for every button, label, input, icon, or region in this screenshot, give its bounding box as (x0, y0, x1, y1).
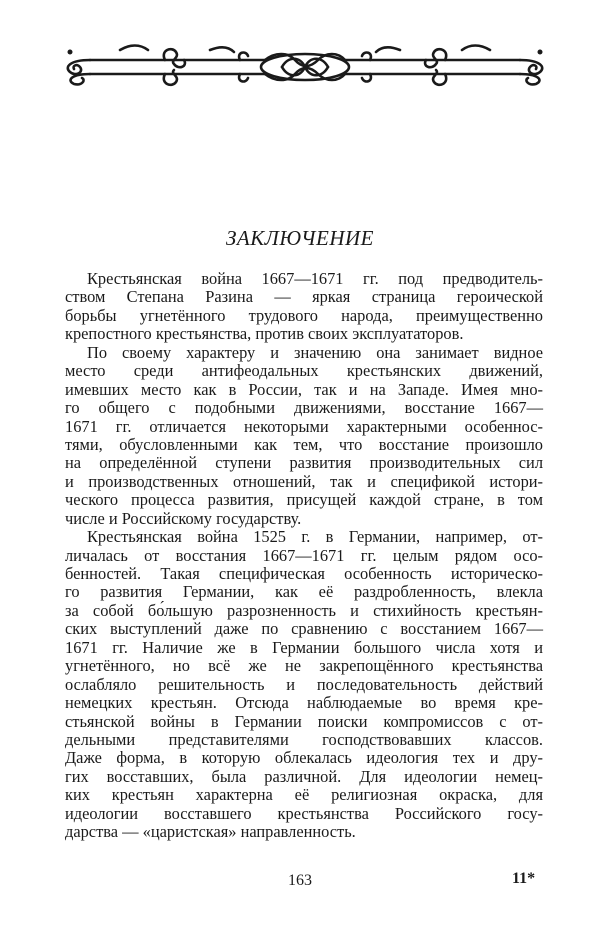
text-line: имевших место как в России, так и на Западе. Имея мно- (65, 379, 543, 399)
text-line: дарства — «царистская» направленность. (65, 822, 356, 842)
text-line: и производственных отношений, так и спецификой истори- (65, 471, 543, 491)
text-line: дельными представителями господствовавших классов. (65, 729, 543, 749)
text-line: крепостного крестьянства, против своих эксплуататоров. (65, 324, 464, 344)
text-line: угнетённого, но всё же не закрепощённого крестьянства (65, 656, 543, 676)
text-line: Крестьянская война 1667—1671 гг. под предводитель- (87, 269, 543, 288)
paragraph-2 (65, 344, 543, 528)
text-line: ством Степана Разина — яркая страница героической (65, 287, 543, 307)
text-line: ких крестьян характерна её религиозная окраска, для (65, 785, 543, 805)
text-line: гих восставших, была различной. Для идеологии немец- (65, 766, 543, 786)
text-line: бенностей. Такая специфическая особенность историческо- (65, 564, 543, 583)
text-line: ческого процесса развития, присущей каждой стране, в том (65, 490, 543, 510)
chapter-body (65, 270, 543, 842)
text-line: на определённой ступени развития производительных сил (65, 453, 543, 473)
text-line: борьбы угнетённого трудового народа, преимущественно (65, 305, 543, 325)
text-line: го общего с подобными движениями, восстание 1667— (65, 398, 543, 418)
text-line: По своему характеру и значению она занимает видное (87, 342, 543, 362)
text-line: тями, обусловленными как тем, что восстание произошло (65, 434, 543, 454)
text-line: идеологии восставшего крестьянства Российского госу- (65, 803, 543, 823)
paragraph-1 (65, 270, 543, 344)
text-line: 1671 гг. Наличие же в Германии большого числа хотя и (65, 637, 543, 657)
text-line: немецких крестьян. Отсюда наблюдаемые во время кре- (65, 693, 543, 713)
paragraph-3 (65, 528, 543, 841)
page-number: 163 (288, 872, 312, 889)
text-line: 1671 гг. отличается некоторыми характерными особеннос- (65, 416, 543, 436)
decorative-header-ornament (60, 42, 550, 92)
text-line: ослабляло решительность и последовательность действий (65, 674, 543, 694)
text-line: го развития Германии, как её раздробленность, влекла (65, 582, 543, 602)
text-line: стьянской войны в Германии поиски компромиссов с от- (65, 711, 543, 731)
text-line: за собой бо́льшую разрозненность и стихийность крестьян- (65, 600, 543, 620)
text-line: Крестьянская война 1525 г. в Германии, например, от- (87, 527, 543, 547)
printer-signature-mark: 11* (512, 870, 536, 887)
chapter-title: ЗАКЛЮЧЕНИЕ (225, 226, 374, 250)
text-line: место среди антифеодальных крестьянских движений, (65, 361, 543, 381)
text-line: числе и Российскому государству. (65, 508, 302, 528)
text-line: ских выступлений даже по сравнению с восстанием 1667— (65, 619, 543, 639)
text-line: личалась от восстания 1667—1671 гг. целым рядом осо- (65, 545, 543, 565)
text-line: Даже форма, в которую облекалась идеология тех и дру- (65, 748, 543, 768)
